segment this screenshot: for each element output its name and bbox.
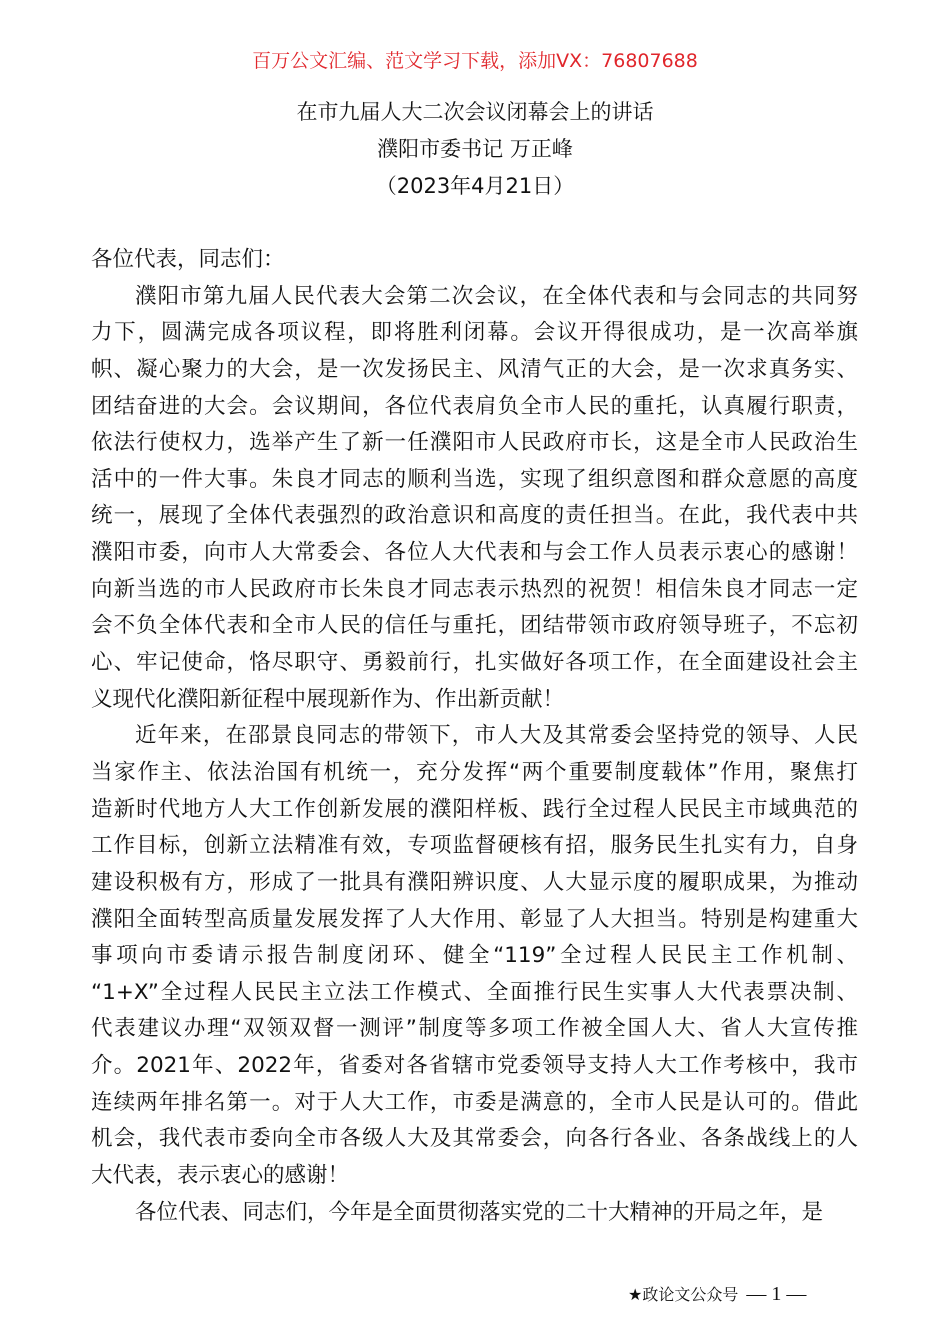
paragraph-line: 代表建议办理“双领双督一测评”制度等多项工作被全国人大、省人大宣传推 <box>91 1016 858 1042</box>
paragraph-line: 介。2021年、2022年，省委对各省辖市党委领导支持人大工作考核中，我市 <box>91 1053 858 1079</box>
paragraph-line: 濮阳市委，向市人大常委会、各位人大代表和与会工作人员表示衷心的感谢！ <box>91 540 858 566</box>
paragraph-line: 依法行使权力，选举产生了新一任濮阳市人民政府市长，这是全市人民政治生 <box>91 430 858 456</box>
paragraph-line: 工作目标，创新立法精准有效，专项监督硬核有招，服务民生扎实有力，自身 <box>91 833 858 859</box>
paragraph-line: 心、牢记使命，恪尽职守、勇毅前行，扎实做好各项工作，在全面建设社会主 <box>91 650 858 676</box>
paragraph-line: 濮阳市第九届人民代表大会第二次会议，在全体代表和与会同志的共同努 <box>135 283 858 309</box>
paragraph-line: “1+X”全过程人民民主立法工作模式、全面推行民生实事人大代表票决制、 <box>91 979 858 1005</box>
paragraph-line: 统一，展现了全体代表强烈的政治意识和高度的责任担当。在此，我代表中共 <box>91 503 858 529</box>
paragraph-line: 建设积极有方，形成了一批具有濮阳辨识度、人大显示度的履职成果，为推动 <box>91 869 858 895</box>
document-body <box>91 242 858 1231</box>
document-date: （2023年4月21日） <box>375 174 575 198</box>
paragraph-line: 连续两年排名第一。对于人大工作，市委是满意的，全市人民是认可的。借此 <box>91 1089 858 1115</box>
watermark-banner: 百万公文汇编、范文学习下载，添加VX：76807688 <box>252 50 698 72</box>
paragraph-line: 事项向市委请示报告制度闭环、健全“119”全过程人民民主工作机制、 <box>91 943 858 969</box>
page-footer <box>628 1282 806 1306</box>
paragraph-line: 造新时代地方人大工作创新发展的濮阳样板、践行全过程人民民主市域典范的 <box>91 796 858 822</box>
paragraph-line: 帜、凝心聚力的大会，是一次发扬民主、风清气正的大会，是一次求真务实、 <box>91 356 858 382</box>
paragraph-line: 濮阳全面转型高质量发展发挥了人大作用、彰显了人大担当。特别是构建重大 <box>91 906 858 932</box>
document-author: 濮阳市委书记 万正峰 <box>377 137 573 161</box>
paragraph-line: 当家作主、依法治国有机统一，充分发挥“两个重要制度载体”作用，聚焦打 <box>91 759 858 785</box>
paragraph-line: 会不负全体代表和全市人民的信任与重托，团结带领市政府领导班子，不忘初 <box>91 613 858 639</box>
paragraph-line: 义现代化濮阳新征程中展现新作为、作出新贡献！ <box>91 686 565 712</box>
paragraph-line: 力下，圆满完成各项议程，即将胜利闭幕。会议开得很成功，是一次高举旗 <box>91 320 858 346</box>
paragraph-line: 大代表，表示衷心的感谢！ <box>91 1163 350 1189</box>
footer-source: ★政论文公众号 <box>628 1285 739 1304</box>
paragraph-line: 近年来，在邵景良同志的带领下，市人大及其常委会坚持党的领导、人民 <box>135 723 858 749</box>
page-number: — 1 — <box>746 1283 807 1305</box>
paragraph-line: 机会，我代表市委向全市各级人大及其常委会，向各行各业、各条战线上的人 <box>91 1126 858 1152</box>
document-title: 在市九届人大二次会议闭幕会上的讲话 <box>296 100 654 124</box>
paragraph-line: 各位代表，同志们： <box>91 247 285 272</box>
paragraph-line: 各位代表、同志们，今年是全面贯彻落实党的二十大精神的开局之年，是 <box>135 1199 824 1225</box>
paragraph-line: 向新当选的市人民政府市长朱良才同志表示热烈的祝贺！相信朱良才同志一定 <box>91 576 858 602</box>
paragraph-line: 活中的一件大事。朱良才同志的顺利当选，实现了组织意图和群众意愿的高度 <box>91 466 858 492</box>
paragraph-line: 团结奋进的大会。会议期间，各位代表肩负全市人民的重托，认真履行职责， <box>91 393 858 419</box>
